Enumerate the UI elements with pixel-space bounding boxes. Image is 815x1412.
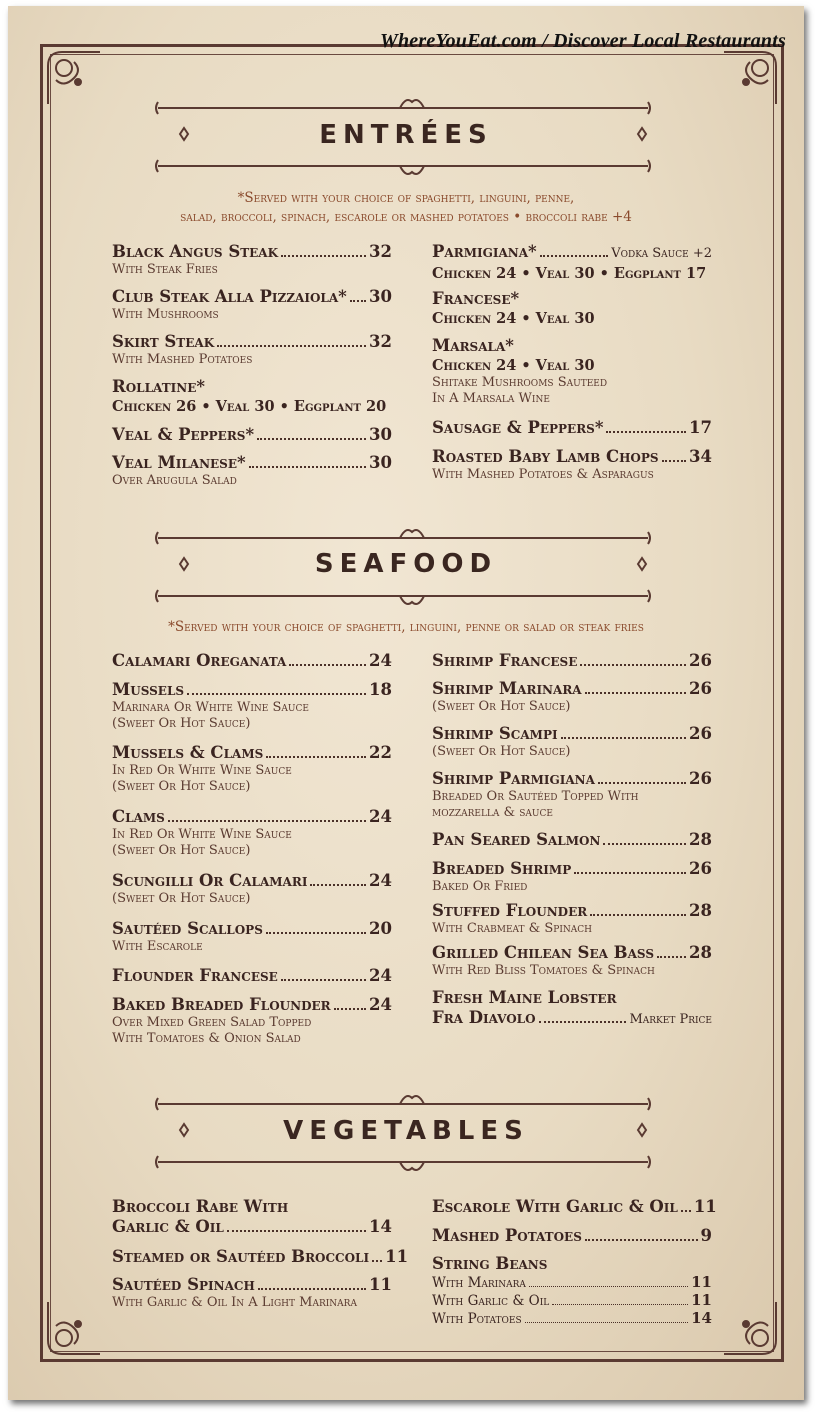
menu-item bbox=[112, 651, 392, 671]
item-desc: mozzarella & sauce bbox=[432, 805, 553, 820]
menu-item bbox=[432, 447, 712, 483]
menu-item bbox=[432, 289, 712, 328]
item-price: 28 bbox=[689, 901, 712, 920]
item-desc: Over Mixed Green Salad Topped bbox=[112, 1015, 312, 1030]
entrees-note-line: salad, broccoli, spinach, escarole or mashed potatoes • broccoli rabe +4 bbox=[180, 209, 632, 225]
item-price: 30 bbox=[369, 453, 392, 472]
item-price: 24 bbox=[369, 995, 392, 1014]
item-price: 9 bbox=[700, 1226, 712, 1245]
item-name: Mashed Potatoes bbox=[432, 1226, 582, 1245]
item-options: Chicken 24 • Veal 30 bbox=[432, 310, 595, 327]
item-desc: With Mashed Potatoes & Asparagus bbox=[432, 467, 654, 482]
item-name: Garlic & Oil bbox=[112, 1217, 224, 1236]
menu-item bbox=[112, 1247, 409, 1267]
menu-item bbox=[112, 453, 392, 489]
item-name: Calamari Oreganata bbox=[112, 651, 287, 670]
menu-item bbox=[432, 418, 712, 438]
item-price: 26 bbox=[689, 679, 712, 698]
item-desc: (Sweet Or Hot Sauce) bbox=[112, 843, 251, 858]
item-name: Flounder Francese bbox=[112, 966, 278, 985]
item-name: Scungilli Or Calamari bbox=[112, 871, 308, 890]
item-name: Fresh Maine Lobster bbox=[432, 988, 617, 1007]
item-price: 11 bbox=[693, 1197, 717, 1216]
item-options: Chicken 24 • Veal 30 bbox=[432, 357, 595, 374]
menu-item bbox=[112, 743, 392, 795]
menu-item bbox=[112, 871, 392, 907]
corner-flourish-icon bbox=[44, 1298, 104, 1358]
item-name: Stuffed Flounder bbox=[432, 901, 588, 920]
item-desc: With Garlic & Oil In A Light Marinara bbox=[112, 1295, 357, 1310]
menu-item bbox=[432, 1254, 712, 1328]
item-name: Veal & Peppers* bbox=[112, 425, 255, 444]
item-price: 34 bbox=[689, 447, 712, 466]
item-price: 26 bbox=[689, 651, 712, 670]
site-title[interactable]: WhereYouEat.com / Discover Local Restaurants bbox=[379, 30, 786, 52]
item-price: 26 bbox=[689, 859, 712, 878]
menu-page bbox=[8, 6, 804, 1400]
item-name: Steamed or Sautéed Broccoli bbox=[112, 1247, 370, 1266]
menu-item bbox=[432, 724, 712, 760]
item-name: Shrimp Marinara bbox=[432, 679, 582, 698]
menu-item bbox=[112, 680, 392, 732]
item-name: Parmigiana* bbox=[432, 242, 537, 261]
item-price: 30 bbox=[369, 425, 392, 444]
item-name: Black Angus Steak bbox=[112, 242, 279, 261]
item-desc: In Red Or White Wine Sauce bbox=[112, 763, 292, 778]
item-price: 18 bbox=[369, 680, 392, 699]
entrees-title: ENTRÉES bbox=[319, 120, 493, 150]
item-name: Breaded Shrimp bbox=[432, 859, 572, 878]
item-desc: In Red Or White Wine Sauce bbox=[112, 827, 292, 842]
item-name: Marsala* bbox=[432, 336, 514, 355]
item-desc: Breaded Or Sautéed Topped With bbox=[432, 789, 639, 804]
item-name: Mussels bbox=[112, 680, 185, 699]
item-name: Escarole With Garlic & Oil bbox=[432, 1197, 678, 1216]
item-desc: (Sweet Or Hot Sauce) bbox=[112, 779, 251, 794]
item-price: Market Price bbox=[629, 1012, 712, 1027]
menu-item bbox=[112, 242, 392, 278]
seafood-note: *Served with your choice of spaghetti, linguini, penne or salad or steak fries bbox=[168, 619, 644, 635]
item-name: Francese* bbox=[432, 289, 520, 308]
item-desc: With Mushrooms bbox=[112, 307, 219, 322]
sub-price: 11 bbox=[691, 1291, 712, 1309]
item-price: 24 bbox=[369, 966, 392, 985]
entrees-note bbox=[8, 189, 804, 227]
menu-item bbox=[432, 769, 712, 821]
menu-item bbox=[112, 1197, 392, 1237]
item-desc: Baked Or Fried bbox=[432, 879, 528, 894]
item-desc: Marinara Or White Wine Sauce bbox=[112, 700, 309, 715]
item-name: Veal Milanese* bbox=[112, 453, 246, 472]
item-desc: Over Arugula Salad bbox=[112, 473, 237, 488]
item-price: 11 bbox=[369, 1275, 392, 1294]
menu-item bbox=[432, 651, 712, 671]
menu-item bbox=[432, 943, 712, 979]
item-price: 24 bbox=[369, 807, 392, 826]
entrees-note-line: *Served with your choice of spaghetti, linguini, penne, bbox=[237, 190, 575, 206]
menu-item bbox=[112, 966, 392, 986]
item-name: Shrimp Parmigiana bbox=[432, 769, 595, 788]
menu-item bbox=[432, 336, 712, 407]
item-name: Grilled Chilean Sea Bass bbox=[432, 943, 654, 962]
item-desc: (Sweet Or Hot Sauce) bbox=[112, 891, 251, 906]
item-price: 22 bbox=[369, 743, 392, 762]
item-name: String Beans bbox=[432, 1254, 548, 1273]
item-desc: With Tomatoes & Onion Salad bbox=[112, 1031, 301, 1046]
item-price: 11 bbox=[385, 1247, 409, 1266]
item-name: Broccoli Rabe With bbox=[112, 1197, 289, 1216]
item-note: Vodka Sauce +2 bbox=[611, 246, 712, 261]
menu-item bbox=[112, 807, 392, 859]
item-name: Shrimp Francese bbox=[432, 651, 578, 670]
item-desc: With Red Bliss Tomatoes & Spinach bbox=[432, 963, 655, 978]
item-desc: Shitake Mushrooms Sauteed bbox=[432, 375, 608, 390]
item-price: 30 bbox=[369, 287, 392, 306]
sub-option bbox=[432, 1310, 712, 1328]
sub-option bbox=[432, 1292, 712, 1310]
menu-item bbox=[432, 901, 712, 937]
menu-item bbox=[112, 919, 392, 955]
item-price: 17 bbox=[689, 418, 712, 437]
menu-item bbox=[112, 995, 392, 1047]
item-price: 32 bbox=[369, 332, 392, 351]
item-desc: With Mashed Potatoes bbox=[112, 352, 253, 367]
sub-option bbox=[432, 1274, 712, 1292]
item-name: Fra Diavolo bbox=[432, 1008, 536, 1027]
item-name: Sausage & Peppers* bbox=[432, 418, 604, 437]
menu-item bbox=[112, 377, 392, 416]
item-price: 26 bbox=[689, 724, 712, 743]
sub-label: With Marinara bbox=[432, 1275, 526, 1291]
item-price: 20 bbox=[369, 919, 392, 938]
item-price: 28 bbox=[689, 830, 712, 849]
sub-price: 14 bbox=[691, 1309, 712, 1327]
item-name: Rollatine* bbox=[112, 377, 205, 396]
sub-label: With Garlic & Oil bbox=[432, 1293, 550, 1309]
item-name: Baked Breaded Flounder bbox=[112, 995, 331, 1014]
item-name: Clams bbox=[112, 807, 165, 826]
menu-item bbox=[432, 679, 712, 715]
menu-item bbox=[112, 287, 392, 323]
item-desc: With Crabmeat & Spinach bbox=[432, 921, 592, 936]
item-price: 26 bbox=[689, 769, 712, 788]
item-price: 24 bbox=[369, 651, 392, 670]
menu-item bbox=[432, 859, 712, 895]
item-name: Shrimp Scampi bbox=[432, 724, 558, 743]
item-name: Club Steak Alla Pizzaiola* bbox=[112, 287, 347, 306]
sub-label: With Potatoes bbox=[432, 1311, 522, 1327]
menu-item bbox=[112, 425, 392, 445]
menu-item bbox=[432, 988, 712, 1030]
item-options: Chicken 26 • Veal 30 • Eggplant 20 bbox=[112, 398, 387, 415]
menu-item bbox=[432, 1226, 712, 1246]
item-name: Roasted Baby Lamb Chops bbox=[432, 447, 659, 466]
item-name: Sautéed Spinach bbox=[112, 1275, 255, 1294]
vegetables-title: VEGETABLES bbox=[283, 1116, 529, 1146]
menu-item bbox=[432, 1197, 717, 1217]
menu-item bbox=[112, 1275, 392, 1311]
item-price: 24 bbox=[369, 871, 392, 890]
item-name: Mussels & Clams bbox=[112, 743, 264, 762]
item-price: 32 bbox=[369, 242, 392, 261]
menu-item bbox=[112, 332, 392, 368]
item-desc: (Sweet Or Hot Sauce) bbox=[112, 716, 251, 731]
item-name: Pan Seared Salmon bbox=[432, 830, 601, 849]
item-options: Chicken 24 • Veal 30 • Eggplant 17 bbox=[432, 265, 707, 282]
item-desc: In A Marsala Wine bbox=[432, 391, 550, 406]
seafood-title: SEAFOOD bbox=[314, 549, 498, 579]
item-name: Sautéed Scallops bbox=[112, 919, 263, 938]
menu-item bbox=[432, 242, 712, 283]
item-price: 14 bbox=[369, 1217, 392, 1236]
menu-item bbox=[432, 830, 712, 850]
item-desc: (Sweet Or Hot Sauce) bbox=[432, 744, 571, 759]
sub-price: 11 bbox=[691, 1273, 712, 1291]
corner-flourish-icon bbox=[720, 1298, 780, 1358]
item-desc: With Steak Fries bbox=[112, 262, 218, 277]
item-name: Skirt Steak bbox=[112, 332, 215, 351]
item-price: 28 bbox=[689, 943, 712, 962]
item-desc: With Escarole bbox=[112, 939, 203, 954]
item-desc: (Sweet Or Hot Sauce) bbox=[432, 699, 571, 714]
